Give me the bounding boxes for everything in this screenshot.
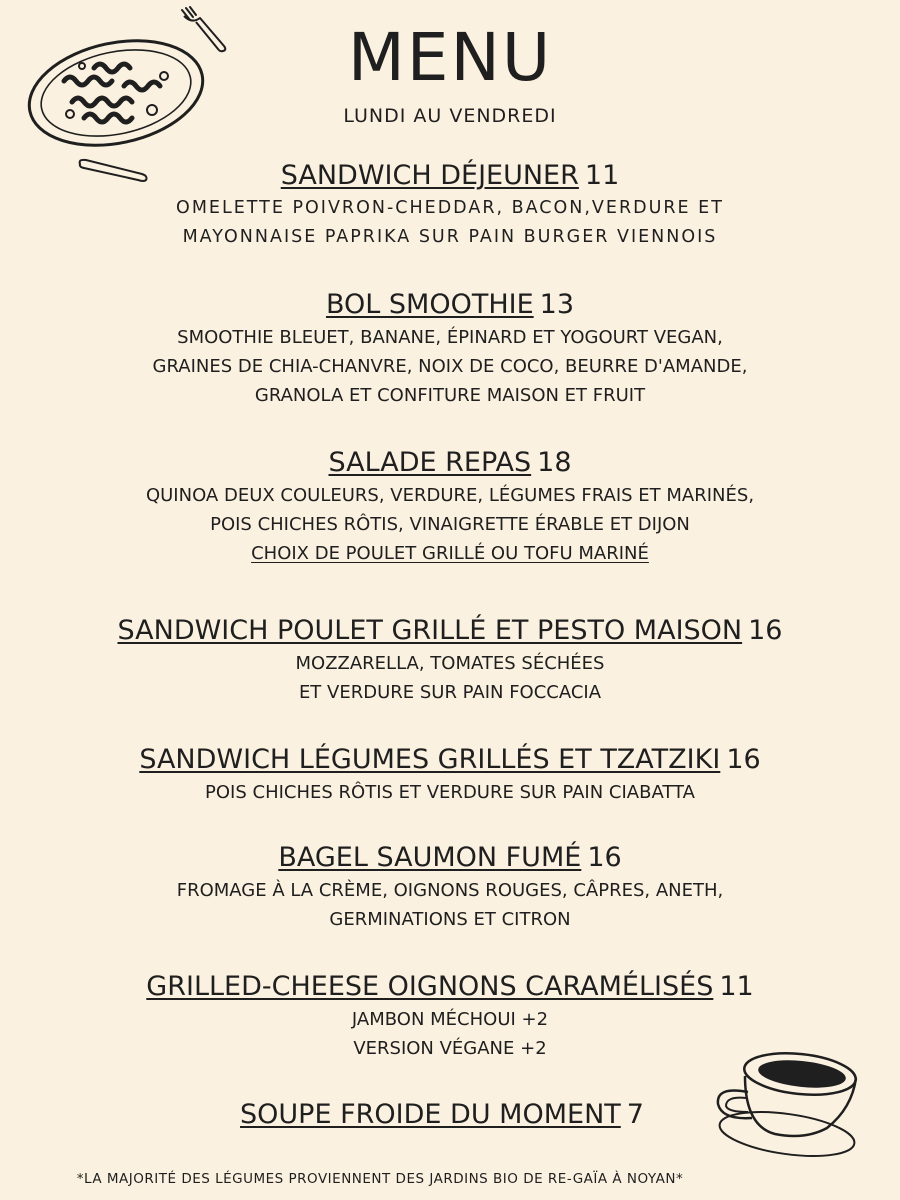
item-heading bbox=[0, 613, 900, 649]
item-heading bbox=[0, 1097, 884, 1133]
item-price: 16 bbox=[748, 615, 783, 646]
menu-title: MENU bbox=[347, 19, 553, 96]
item-price: 16 bbox=[587, 842, 622, 873]
item-name: SANDWICH LÉGUMES GRILLÉS ET TZATZIKI bbox=[139, 744, 721, 775]
menu-item-bagel-saumon bbox=[0, 840, 900, 934]
item-name: SALADE REPAS bbox=[328, 447, 532, 478]
menu-item-soupe-froide bbox=[0, 1097, 884, 1133]
item-name: SOUPE FROIDE DU MOMENT bbox=[240, 1099, 621, 1130]
footnote: *LA MAJORITÉ DES LÉGUMES PROVIENNENT DES JARDINS BIO DE RE-GAÏA À NOYAN* bbox=[76, 1171, 684, 1187]
item-description-line: QUINOA DEUX COULEURS, VERDURE, LÉGUMES FRAIS ET MARINÉS, bbox=[145, 485, 755, 506]
item-price: 13 bbox=[539, 289, 575, 320]
item-price: 18 bbox=[537, 447, 572, 478]
item-description-line: GERMINATIONS ET CITRON bbox=[329, 909, 571, 930]
menu-subtitle: LUNDI AU VENDREDI bbox=[343, 105, 557, 127]
item-description-line: OMELETTE POIVRON-CHEDDAR, BACON,VERDURE ET bbox=[176, 198, 724, 218]
item-heading bbox=[0, 287, 900, 323]
item-description-line: GRANOLA ET CONFITURE MAISON ET FRUIT bbox=[254, 385, 646, 406]
item-heading bbox=[0, 742, 900, 778]
item-heading bbox=[0, 445, 900, 481]
menu-item-grilled-cheese bbox=[0, 969, 900, 1063]
item-heading bbox=[0, 969, 900, 1005]
item-description-line: MAYONNAISE PAPRIKA SUR PAIN BURGER VIENNOIS bbox=[182, 227, 718, 247]
item-heading bbox=[0, 158, 900, 194]
item-description-line: POIS CHICHES RÔTIS ET VERDURE SUR PAIN CIABATTA bbox=[205, 782, 695, 803]
item-price: 7 bbox=[626, 1099, 644, 1130]
item-description-line: ET VERDURE SUR PAIN FOCCACIA bbox=[298, 682, 602, 703]
item-name: GRILLED-CHEESE OIGNONS CARAMÉLISÉS bbox=[146, 971, 714, 1002]
item-description-line: GRAINES DE CHIA-CHANVRE, NOIX DE COCO, BEURRE D'AMANDE, bbox=[152, 356, 748, 377]
item-price: 11 bbox=[719, 971, 754, 1002]
menu-item-sandwich-dejeuner bbox=[0, 158, 900, 252]
item-description-line: SMOOTHIE BLEUET, BANANE, ÉPINARD ET YOGOURT VEGAN, bbox=[177, 327, 723, 348]
item-name: SANDWICH DÉJEUNER bbox=[280, 160, 579, 191]
item-name: BAGEL SAUMON FUMÉ bbox=[278, 842, 582, 873]
menu-item-sandwich-poulet bbox=[0, 613, 900, 707]
menu-item-salade-repas bbox=[0, 445, 900, 568]
item-description-line: POIS CHICHES RÔTIS, VINAIGRETTE ÉRABLE ET DIJON bbox=[210, 514, 690, 535]
item-heading bbox=[0, 840, 900, 876]
item-description-line bbox=[0, 539, 900, 568]
menu-item-bol-smoothie bbox=[0, 287, 900, 410]
protein-choice: CHOIX DE POULET GRILLÉ OU TOFU MARINÉ bbox=[251, 543, 649, 564]
item-name: BOL SMOOTHIE bbox=[325, 289, 534, 320]
item-description-line: VERSION VÉGANE +2 bbox=[353, 1038, 547, 1059]
item-name: SANDWICH POULET GRILLÉ ET PESTO MAISON bbox=[117, 615, 743, 646]
item-price: 16 bbox=[726, 744, 761, 775]
item-description-line: FROMAGE À LA CRÈME, OIGNONS ROUGES, CÂPRES, ANETH, bbox=[176, 880, 724, 901]
item-description-line: JAMBON MÉCHOUI +2 bbox=[351, 1009, 549, 1030]
item-description-line: MOZZARELLA, TOMATES SÉCHÉES bbox=[295, 653, 605, 674]
item-price: 11 bbox=[584, 160, 620, 191]
menu-item-sandwich-legumes bbox=[0, 742, 900, 807]
